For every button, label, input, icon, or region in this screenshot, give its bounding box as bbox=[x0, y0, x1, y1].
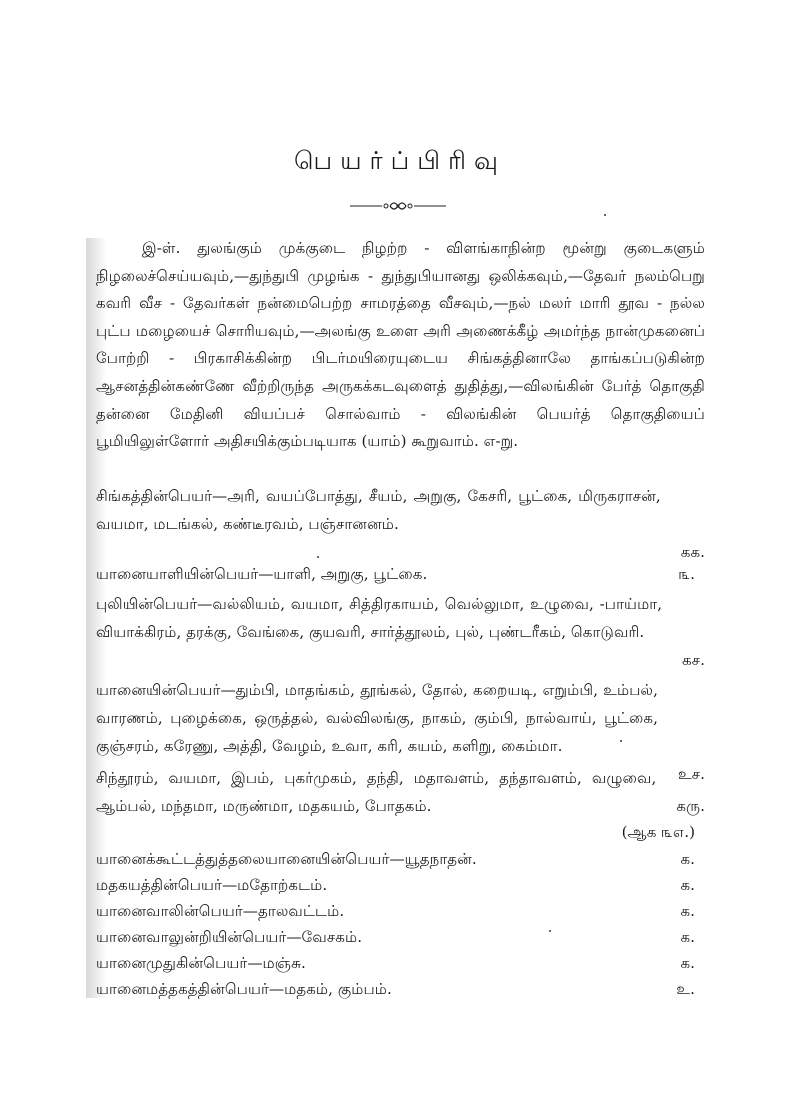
print-speck bbox=[549, 930, 551, 932]
entry-number: உ. bbox=[676, 980, 695, 998]
page-title: பெயர்ப்பிரிவு bbox=[294, 146, 506, 175]
ornament-divider bbox=[348, 196, 448, 216]
entry-rut-elephant bbox=[96, 872, 695, 898]
entry-text: யானைமுதுகின்பெயர்—மஞ்சு. bbox=[96, 954, 306, 972]
entry-elephant-tail bbox=[96, 898, 695, 924]
entry-text: சிந்தூரம், வயமா, இபம், புகர்முகம், தந்தி, மதாவளம், தந்தாவளம், வழுவை, ஆம்பல், மந்தமா, மருண்மா, மதகயம், போதகம். bbox=[96, 769, 657, 815]
entry-number: க. bbox=[680, 954, 695, 972]
entry-text: யானைவாலின்பெயர்—தாலவட்டம். bbox=[96, 902, 345, 920]
entry-number: க. bbox=[680, 850, 695, 868]
subtotal-note: (ஆக ௩௭.) bbox=[621, 823, 695, 841]
entry-elephant-continued bbox=[96, 764, 705, 820]
print-speck bbox=[317, 556, 319, 558]
entry-text: சிங்கத்தின்பெயர்—அரி, வயப்போத்து, சீயம், அறுகு, கேசரி, பூட்கை, மிருகராசன், வயமா, மடங்கல், கண்டீரவம், பஞ்சானனம். bbox=[96, 487, 661, 533]
entry-lion bbox=[96, 482, 705, 566]
entry-text: யானையின்பெயர்—தும்பி, மாதங்கம், தூங்கல், தோல், கறையடி, எறும்பி, உம்பல், வாரணம், புழைக்கை, ஒருத்தல், வல்விலங்கு, நாகம், கும்பி, நால்வாய், பூட்கை, குஞ்சரம், கரேணு, அத்தி, வேழம், உவா, கரி, கயம், களிறு, கைம்மா. bbox=[96, 681, 658, 755]
entry-yali bbox=[96, 560, 705, 588]
print-speck bbox=[604, 214, 606, 216]
print-speck bbox=[620, 740, 622, 742]
entry-elephant-back bbox=[96, 950, 695, 976]
entry-text: மதகயத்தின்பெயர்—மதோற்கடம். bbox=[96, 876, 328, 894]
entry-number: க. bbox=[680, 928, 695, 946]
entry-number: க. bbox=[680, 876, 695, 894]
entry-tail-root bbox=[96, 924, 695, 950]
entry-text: யானைவாலுன்றியின்பெயர்—வேசகம். bbox=[96, 928, 363, 946]
entry-number: உச. bbox=[677, 765, 705, 783]
entry-text: யானைக்கூட்டத்துத்தலையானையின்பெயர்—யூதநாதன். bbox=[96, 850, 477, 868]
intro-paragraph: இ-ள். துலங்கும் முக்குடை நிழற்ற - விளங்காநின்ற மூன்று குடைகளும் நிழலைச்செய்யவும்,—துந்துபி முழங்க - துந்துபியானது ஒலிக்கவும்,—தேவர் நலம்பெறு கவரி வீச - தேவர்கள் நன்மைபெற்ற சாமரத்தை வீசவும்,—நல் மலர் மாரி தூவ - நல்ல புட்ப மழையைச் சொரியவும்,—அலங்கு உளை அரி அணைக்கீழ் அமர்ந்த நான்முகனைப் போற்றி - பிரகாசிக்கின்ற பிடர்மயிரையுடைய சிங்கத்தினாலே தாங்கப்படுகின்ற ஆசனத்தின்கண்ணே வீற்றிருந்த அருகக்கடவுளைத் துதித்து,—விலங்கின் பேர்த் தொகுதி தன்னை மேதினி வியப்பச் சொல்வாம் - விலங்கின் பெயர்த் தொகுதியைப் பூமியிலுள்ளோர் அதிசயிக்கும்படியாக (யாம்) கூறுவாம். எ-று. bbox=[96, 239, 705, 451]
entry-number: கச. bbox=[682, 651, 705, 669]
entry-herd-leader bbox=[96, 846, 695, 872]
entry-number: ௩. bbox=[678, 565, 695, 583]
entry-text: புலியின்பெயர்—வல்லியம், வயமா, சித்திரகாயம், வெல்லுமா, உழுவை, -பாய்மா, வியாக்கிரம், தரக்கு, வேங்கை, குயவரி, சார்த்தூலம், புல், புண்டரீகம், கொடுவரி. bbox=[96, 595, 663, 641]
entry-number: க. bbox=[680, 902, 695, 920]
entry-tiger bbox=[96, 590, 705, 674]
entry-number: கக. bbox=[680, 543, 705, 561]
entry-text: யானையாளியின்பெயர்—யாளி, அறுகு, பூட்கை. bbox=[96, 565, 428, 583]
entry-number: கரு. bbox=[676, 797, 705, 815]
entry-elephant-forehead bbox=[96, 976, 695, 1002]
entry-text: யானைமத்தகத்தின்பெயர்—மதகம், கும்பம். bbox=[96, 980, 392, 998]
